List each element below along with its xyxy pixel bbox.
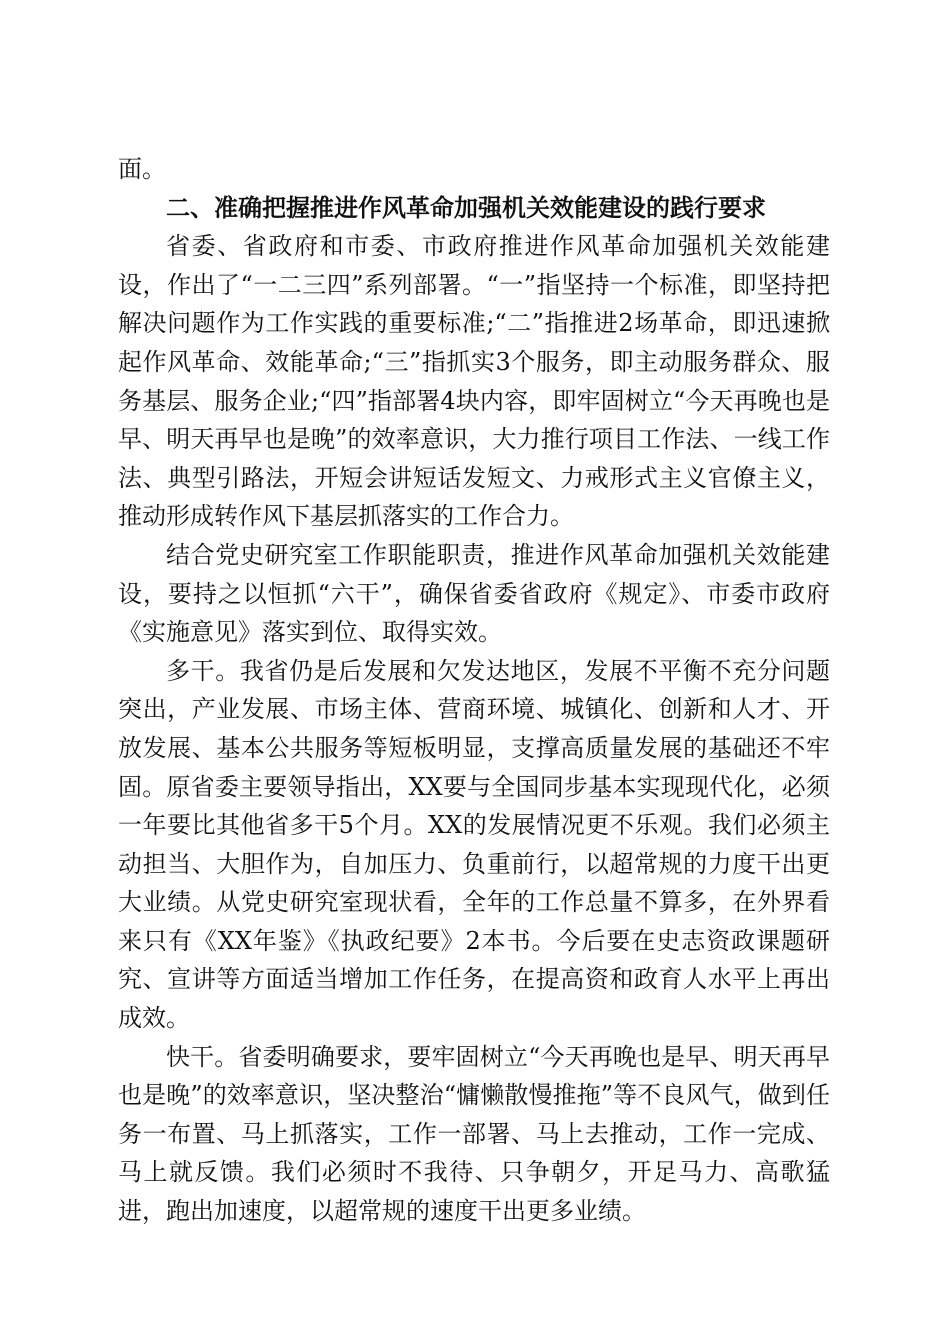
paragraph-six-gan: 结合党史研究室工作职能职责，推进作风革命加强机关效能建设，要持之以恒抓“六干”，确保省委省政府《规定》、市委市政府《实施意见》落实到位、取得实效。 bbox=[118, 540, 830, 647]
document-body bbox=[118, 150, 830, 1231]
continuation-line: 面。 bbox=[118, 155, 166, 183]
section-heading: 二、准确把握推进作风革命加强机关效能建设的践行要求 bbox=[166, 193, 766, 222]
paragraph-duo-gan: 多干。我省仍是后发展和欠发达地区，发展不平衡不充分问题突出，产业发展、市场主体、营商环境、城镇化、创新和人才、开放发展、基本公共服务等短板明显，支撑高质量发展的基础还不牢固。原省委主要领导指出，XX要与全国同步基本实现现代化，必须一年要比其他省多干5个月。XX的发展情况更不乐观。我们必须主动担当、大胆作为，自加压力、负重前行，以超常规的力度干出更大业绩。从党史研究室现状看，全年的工作总量不算多，在外界看来只有《XX年鉴》《执政纪要》2本书。今后要在史志资政课题研究、宣讲等方面适当增加工作任务，在提高资和政育人水平上再出成效。 bbox=[118, 656, 830, 1033]
paragraph-deployment: 省委、省政府和市委、市政府推进作风革命加强机关效能建设，作出了“一二三四”系列部署。“一”指坚持一个标准，即坚持把解决问题作为工作实践的重要标准;“二”指推进2场革命，即迅速掀起作风革命、效能革命;“三”指抓实3个服务，即主动服务群众、服务基层、服务企业;“四”指部署4块内容，即牢固树立“今天再晚也是早、明天再早也是晚”的效率意识，大力推行项目工作法、一线工作法、典型引路法，开短会讲短话发短文、力戒形式主义官僚主义，推动形成转作风下基层抓落实的工作合力。 bbox=[118, 232, 830, 531]
paragraph-kuai-gan: 快干。省委明确要求，要牢固树立“今天再晚也是早、明天再早也是晚”的效率意识，坚决整治“慵懒散慢推拖”等不良风气，做到任务一布置、马上抓落实，工作一部署、马上去推动，工作一完成、马上就反馈。我们必须时不我待、只争朝夕，开足马力、高歌猛进，跑出加速度，以超常规的速度干出更多业绩。 bbox=[118, 1042, 830, 1226]
